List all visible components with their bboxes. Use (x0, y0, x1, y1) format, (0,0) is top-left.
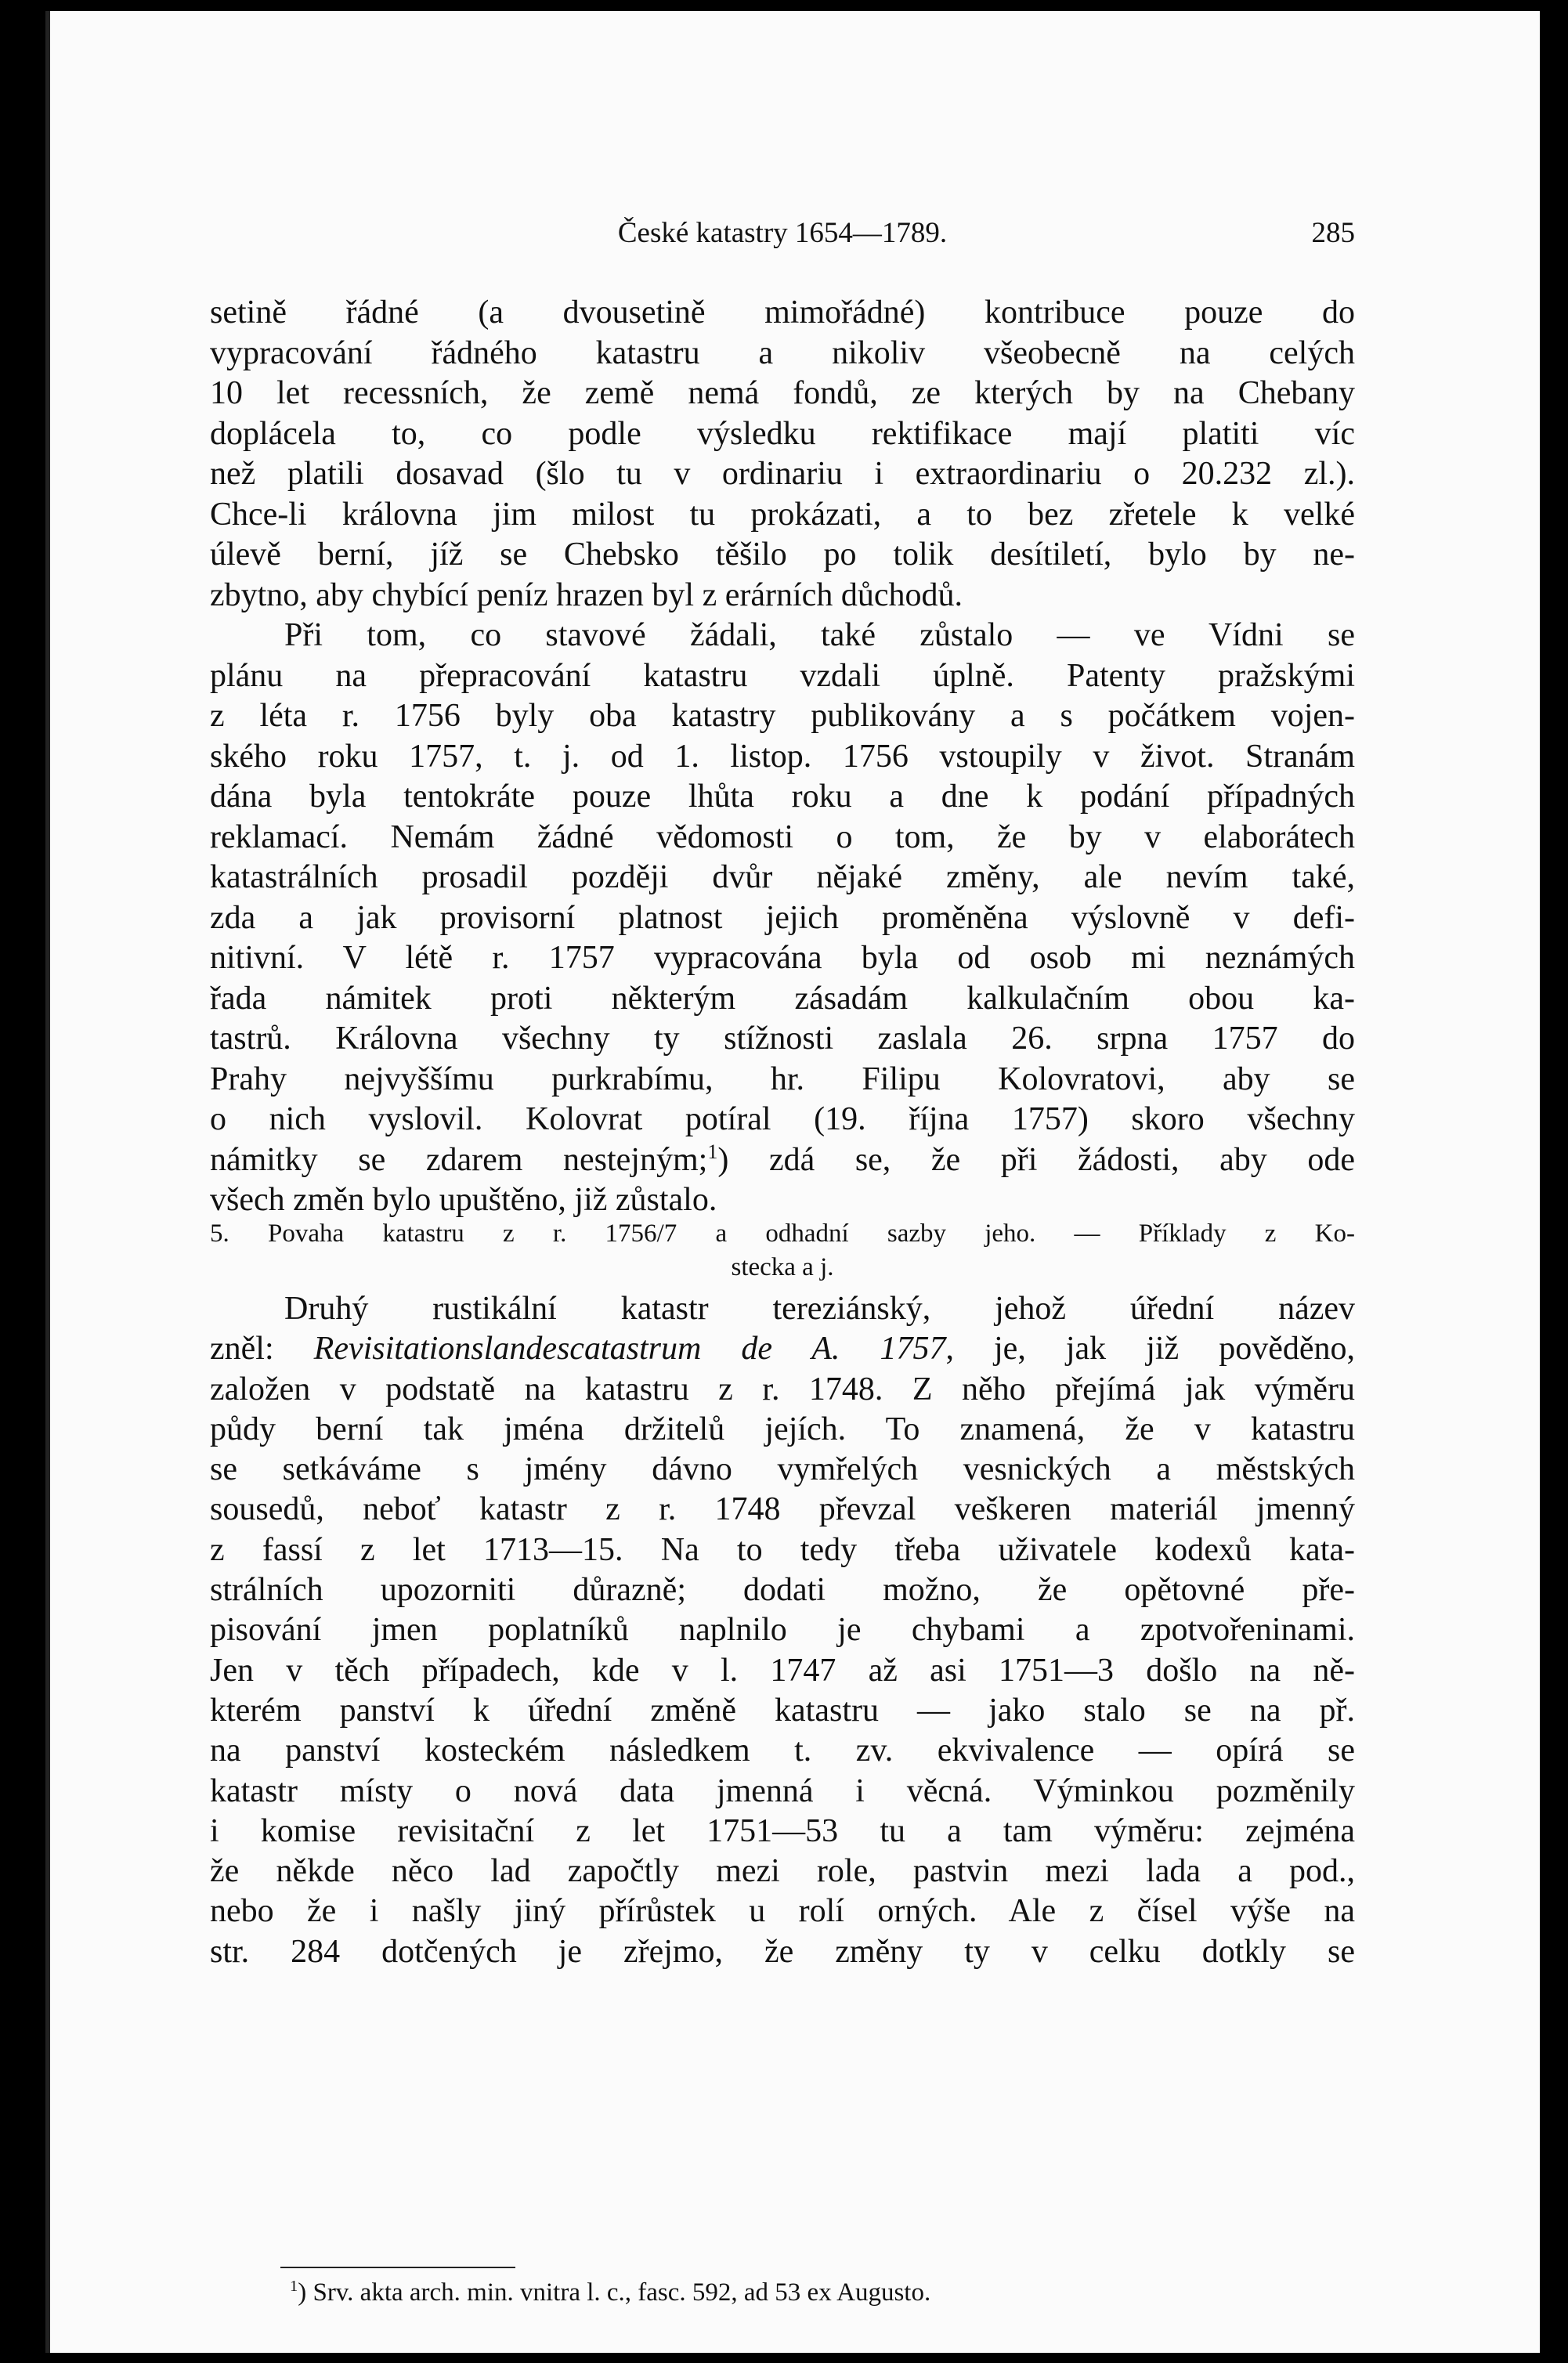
text-line: půdy berní tak jména držitelů jejích. To znamená, že v katastru (210, 1411, 1355, 1447)
text-line: založen v podstatě na katastru z r. 1748. Z něho přejímá jak výměru (210, 1371, 1355, 1407)
text-line: vypracování řádného katastru a nikoliv všeobecně na celých (210, 334, 1355, 371)
text-line: úlevě berní, jíž se Chebsko těšilo po tolik desítiletí, bylo by ne- (210, 537, 1355, 573)
text-line: se setkáváme s jmény dávno vymřelých vesnických a městských (210, 1451, 1355, 1488)
text-line-with-footnote-ref (210, 1140, 1355, 1181)
italic-title: Revisitationslandescatastrum de A. 1757 (313, 1331, 946, 1368)
text-line: nitivní. V létě r. 1757 vypracována byla od osob mi neznámých (210, 940, 1355, 976)
section-heading-line: stecka a j. (731, 1253, 834, 1281)
text-line: reklamací. Nemám žádné vědomosti o tom, že by v elaborátech (210, 818, 1355, 855)
text-line: Chce-li královna jim milost tu prokázati, a to bez zřetele k velké (210, 496, 1355, 533)
text-line: katastrálních prosadil později dvůr nějaké změny, ale nevím také, (210, 859, 1355, 895)
text-line: doplácela to, co podle výsledku rektifikace mají platiti víc (210, 415, 1355, 452)
footnote-ref-paren: ) (717, 1141, 729, 1178)
running-title: České katastry 1654—1789. (617, 217, 948, 249)
text-line-with-italic: zněl: Revisitationslandescatastrum de A. 1757, je, jak již pověděno, (210, 1331, 1356, 1368)
footnote-divider (280, 2267, 515, 2268)
text-line: dána byla tentokráte pouze lhůta roku a dne k podání případných (210, 779, 1355, 815)
footnote-marker-paren: ) (298, 2278, 307, 2307)
text-line: z léta r. 1756 byly oba katastry publikovány a s počátkem vojen- (210, 698, 1355, 734)
text-line: sousedů, neboť katastr z r. 1748 převzal veškeren materiál jmenný (210, 1491, 1355, 1528)
text-line: o nich vyslovil. Kolovrat potíral (19. října 1757) skoro všechny (210, 1101, 1355, 1137)
text-line: řada námitek proti některým zásadám kalkulačním obou ka- (210, 980, 1355, 1017)
text-line: všech změn bylo upuštěno, již zůstalo. (210, 1182, 717, 1218)
text-line: na panství kosteckém následkem t. zv. ekvivalence — opírá se (210, 1733, 1355, 1769)
text-line: tastrů. Královna všechny ty stížnosti zaslala 26. srpna 1757 do (210, 1021, 1355, 1057)
footnote (290, 2276, 1355, 2309)
main-text-upper (210, 293, 1355, 1221)
text-line: katastr místy o nová data jmenná i věcná. Výminkou pozměnily (210, 1772, 1355, 1809)
text-line: Jen v těch případech, kde v l. 1747 až asi 1751—3 došlo na ně- (210, 1652, 1355, 1689)
text-line: zbytno, aby chybící peníz hrazen byl z erárních důchodů. (210, 576, 963, 613)
text-line: kterém panství k úřední změně katastru — jako stalo se na př. (210, 1692, 1355, 1729)
footnote-ref: 1 (707, 1140, 718, 1163)
text-line: zda a jak provisorní platnost jejich proměněna výslovně v defi- (210, 899, 1355, 936)
main-text-lower (210, 1289, 1355, 1972)
text-line: Druhý rustikální katastr tereziánský, jehož úřední název (284, 1291, 1355, 1327)
text-line: z fassí z let 1713—15. Na to tedy třeba uživatele kodexů kata- (210, 1531, 1355, 1568)
text-line: Při tom, co stavové žádali, také zůstalo — ve Vídni se (284, 617, 1355, 653)
text-line: str. 284 dotčených je zřejmo, že změny ty v celku dotkly se (210, 1933, 1355, 1970)
page-header (210, 216, 1355, 255)
text-line: i komise revisitační z let 1751—53 tu a tam výměru: zejména (210, 1812, 1355, 1849)
text-segment: námitky se zdarem nestejným; (210, 1141, 708, 1178)
text-line: 10 let recessních, že země nemá fondů, ze kterých by na Chebany (210, 375, 1355, 411)
text-line: Prahy nejvyššímu purkrabímu, hr. Filipu Kolovratovi, aby se (210, 1060, 1355, 1097)
text-segment: zdá se, že při žádosti, aby ode (728, 1141, 1355, 1178)
text-line: setině řádné (a dvousetině mimořádné) kontribuce pouze do (210, 294, 1355, 331)
text-line: ského roku 1757, t. j. od 1. listop. 1756 vstoupily v život. Stranám (210, 738, 1355, 775)
text-line: nebo že i našly jiný přírůstek u rolí orných. Ale z čísel výše na (210, 1893, 1355, 1930)
section-heading-line: 5. Povaha katastru z r. 1756/7 a odhadní sazby jeho. — Příklady z Ko- (210, 1219, 1355, 1248)
text-line: pisování jmen poplatníků naplnilo je chybami a zpotvořeninami. (210, 1612, 1355, 1649)
text-line: strálních upozorniti důrazně; dodati možno, že opětovné pře- (210, 1572, 1355, 1609)
text-line: že někde něco lad započtly mezi role, pastvin mezi lada a pod., (210, 1853, 1355, 1890)
text-line: plánu na přepracování katastru vzdali úplně. Patenty pražskými (210, 657, 1355, 694)
section-heading (210, 1217, 1355, 1284)
footnote-text: Srv. akta arch. min. vnitra l. c., fasc. 592, ad 53 ex Augusto. (306, 2278, 931, 2307)
scanned-page (45, 11, 1540, 2353)
page-number: 285 (1311, 217, 1355, 249)
text-line: než platili dosavad (šlo tu v ordinariu i extraordinariu o 20.232 zl.). (210, 456, 1355, 492)
footnote-marker: 1 (290, 2278, 298, 2295)
